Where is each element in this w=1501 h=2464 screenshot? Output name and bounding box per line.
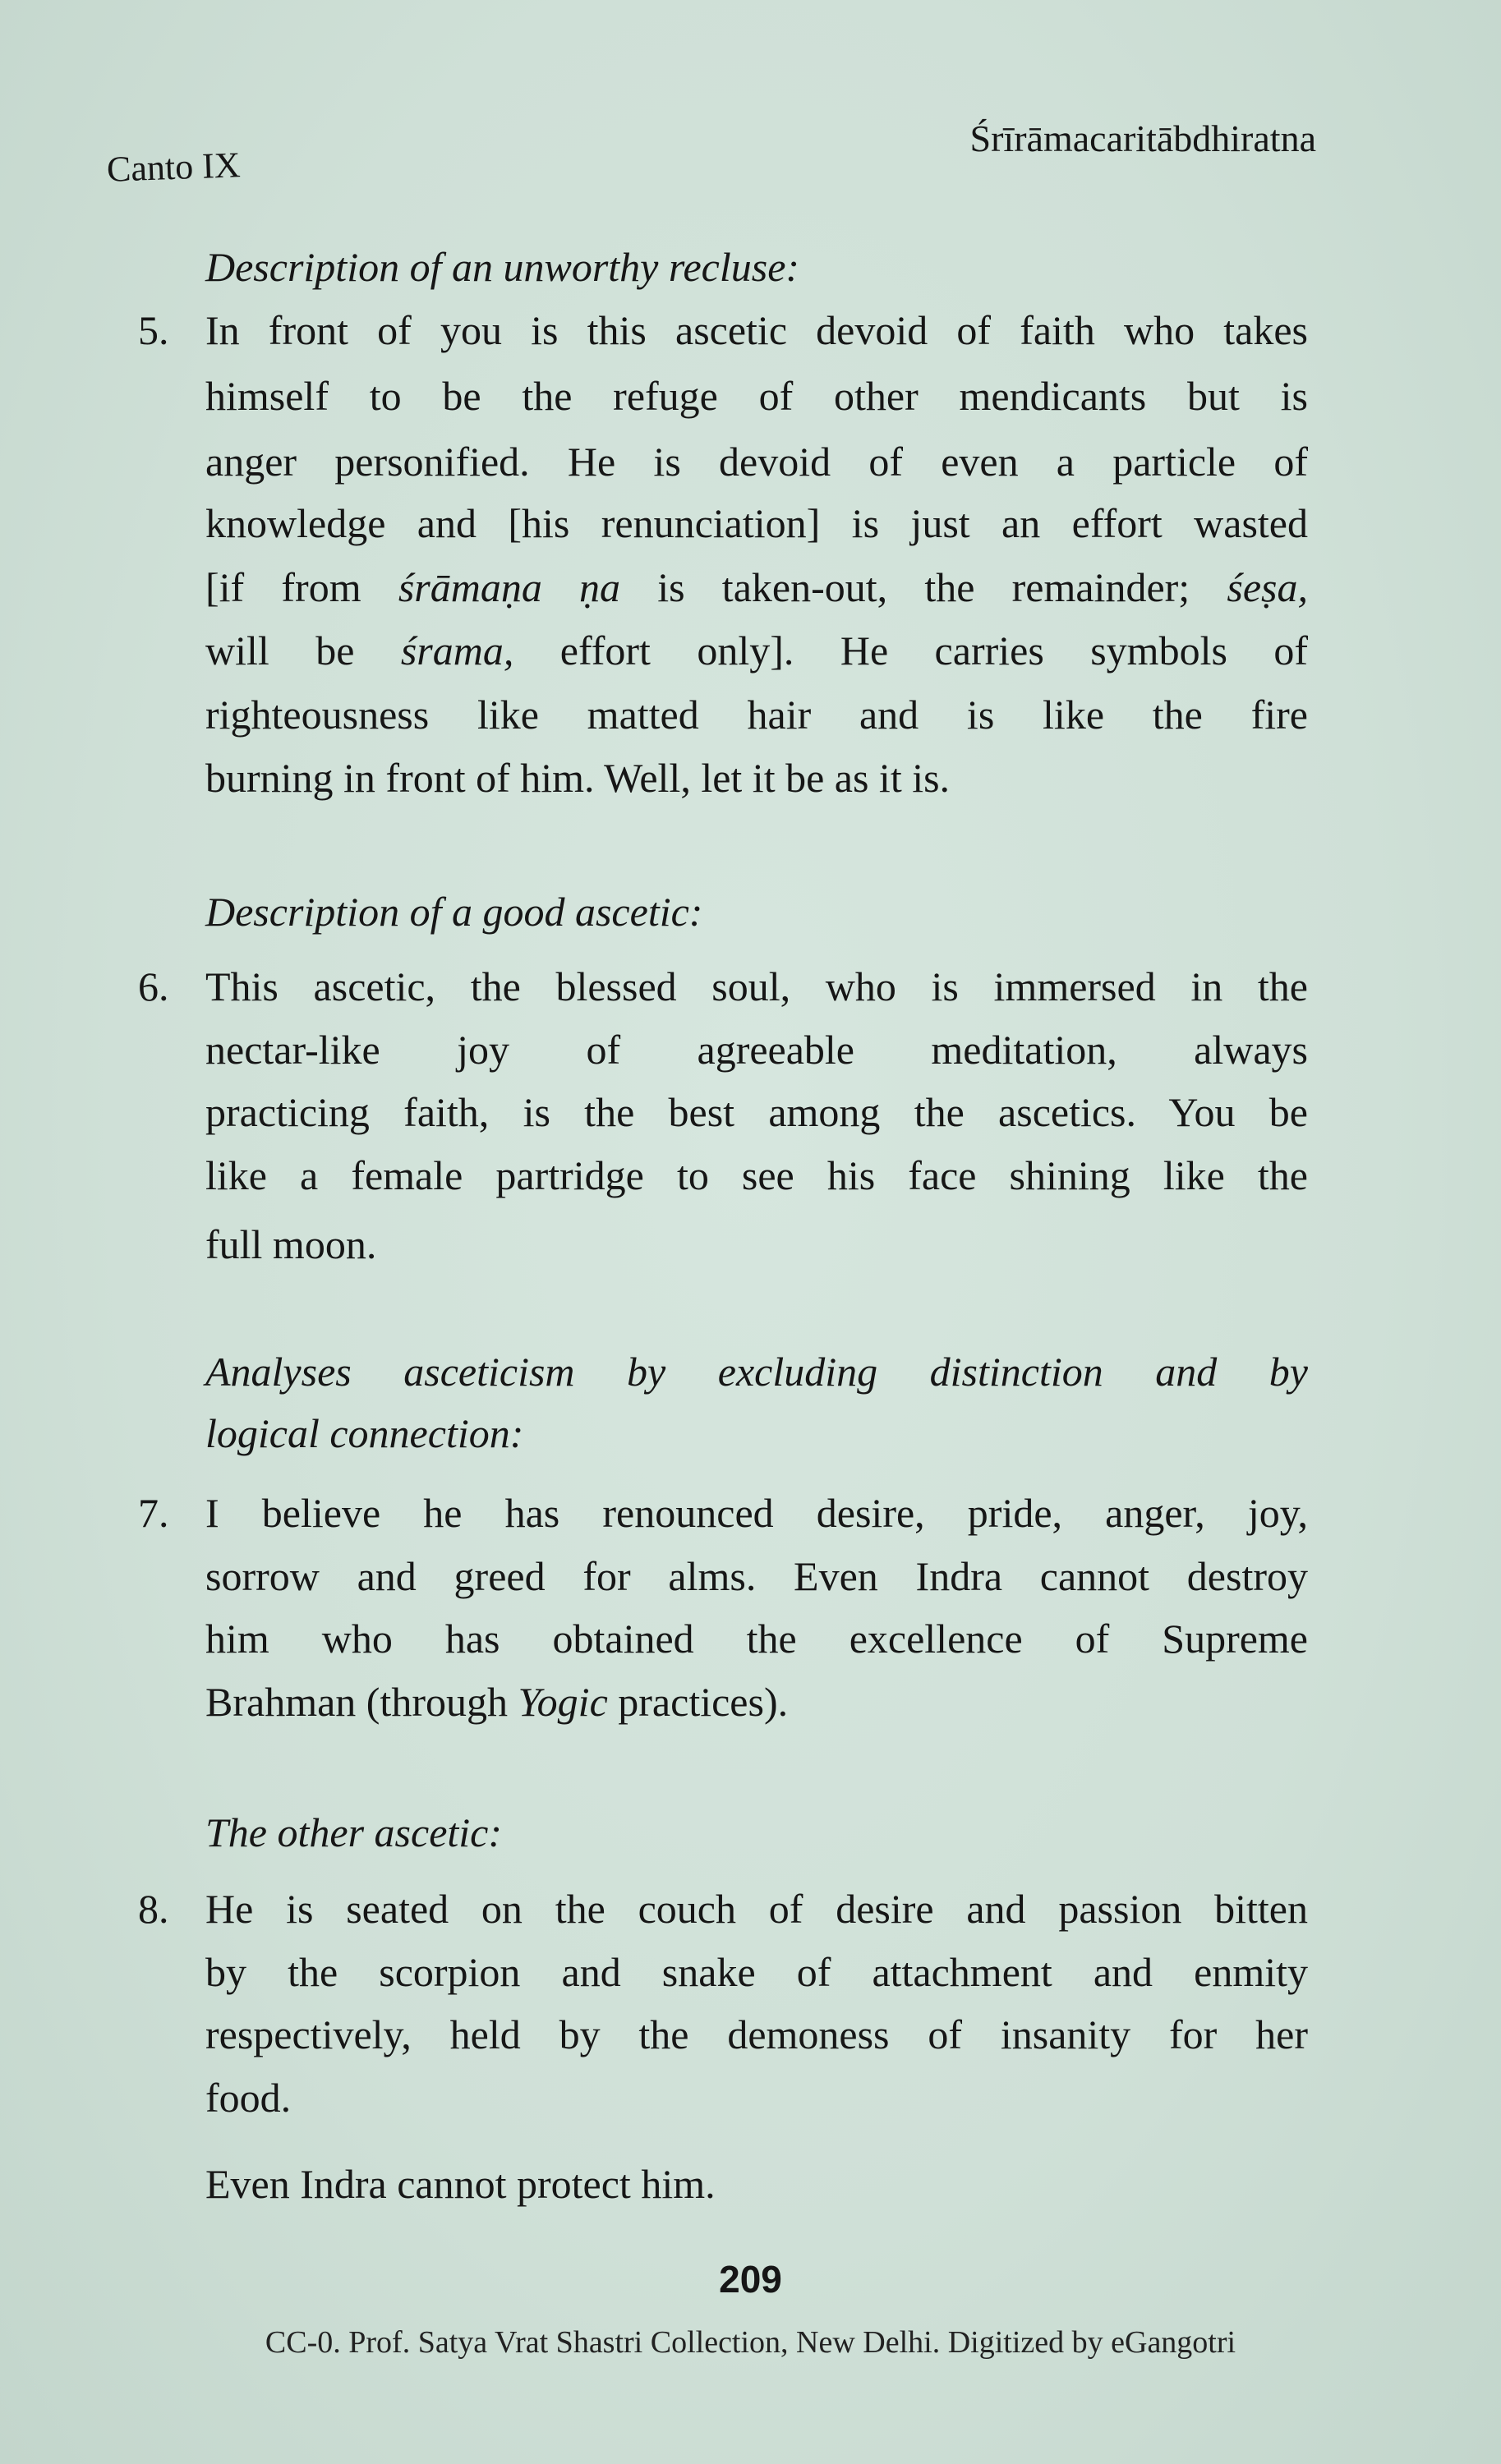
- text-run: I believe he has renounced desire, pride, anger, joy,: [205, 1490, 1308, 1536]
- verse-line: [205, 1884, 1308, 1933]
- verse-line: [205, 2010, 1308, 2059]
- italic-term: śrama,: [400, 627, 514, 673]
- verse-line: [205, 1947, 1308, 1997]
- section-heading: logical connection:: [205, 1410, 524, 1456]
- text-run: food.: [205, 2075, 292, 2121]
- verse-line: [205, 499, 1308, 548]
- section-heading: Description of an unworthy recluse:: [205, 244, 800, 290]
- text-run: knowledge and [his renunciation] is just an effort wasted: [205, 500, 1308, 546]
- verse-number: 5.: [138, 307, 169, 353]
- text-run: respectively, held by the demoness of insanity for her: [205, 2011, 1308, 2057]
- verse-line: [205, 962, 1308, 1011]
- running-head-book-title: Śrīrāmacaritābdhiratna: [969, 117, 1316, 159]
- running-head-canto: Canto IX: [106, 145, 242, 190]
- text-run: full moon.: [205, 1221, 377, 1267]
- verse-line: [205, 1551, 1308, 1601]
- text-run: burning in front of him. Well, let it be as it is.: [205, 755, 951, 801]
- verse-line: [205, 1488, 1308, 1538]
- text-run: is taken-out, the remainder;: [620, 564, 1227, 610]
- section-heading: Description of a good ascetic:: [205, 889, 703, 935]
- verse-number: 7.: [138, 1490, 169, 1536]
- verse-line: [205, 690, 1308, 739]
- text-run: [if from: [205, 564, 398, 610]
- verse-line: [205, 1025, 1308, 1074]
- italic-term: śeṣa,: [1227, 564, 1308, 610]
- italic-term: Yogic: [518, 1679, 608, 1725]
- verse-line: [205, 1151, 1308, 1200]
- text-run: practices).: [607, 1679, 789, 1725]
- text-run: him who has obtained the excellence of Supreme: [205, 1616, 1308, 1662]
- text-run: righteousness like matted hair and is like the fire: [205, 692, 1308, 738]
- footer-credit: CC-0. Prof. Satya Vrat Shastri Collection, New Delhi. Digitized by eGangotri: [265, 2325, 1236, 2360]
- text-run: will be: [205, 627, 401, 673]
- section-heading: Analyses asceticism by excluding distinction and by: [205, 1349, 1308, 1395]
- text-run: by the scorpion and snake of attachment and enmity: [205, 1949, 1308, 1995]
- verse-line: [205, 306, 1308, 355]
- text-run: anger personified. He is devoid of even a particle of: [205, 439, 1308, 485]
- text-run: practicing faith, is the best among the ascetics. You be: [205, 1089, 1308, 1135]
- text-run: Brahman (through: [205, 1679, 518, 1725]
- verse-line: [205, 437, 1308, 486]
- text-run: like a female partridge to see his face shining like the: [205, 1152, 1308, 1198]
- verse-number: 8.: [138, 1886, 169, 1932]
- text-run: himself to be the refuge of other mendicants but is: [205, 373, 1308, 419]
- italic-term: śrāmaṇa ṇa: [398, 564, 621, 610]
- text-run: He is seated on the couch of desire and passion bitten: [205, 1886, 1308, 1932]
- page-number: 209: [719, 2258, 782, 2301]
- text-run: sorrow and greed for alms. Even Indra cannot destroy: [205, 1553, 1308, 1599]
- verse-line: [205, 626, 1308, 675]
- text-run: nectar-like joy of agreeable meditation, always: [205, 1027, 1308, 1073]
- text-run: effort only]. He carries symbols of: [513, 627, 1308, 673]
- verse-line: [205, 2073, 1308, 2122]
- verse-line: [205, 753, 1308, 802]
- verse-line: [205, 1220, 1308, 1269]
- verse-number: 6.: [138, 963, 169, 1009]
- section-heading: The other ascetic:: [205, 1809, 503, 1855]
- closing-line: Even Indra cannot protect him.: [205, 2161, 716, 2207]
- verse-line: [205, 371, 1308, 421]
- text-run: This ascetic, the blessed soul, who is immersed in the: [205, 963, 1308, 1009]
- text-run: In front of you is this ascetic devoid of faith who takes: [205, 307, 1308, 353]
- verse-line: [205, 563, 1308, 612]
- verse-line: [205, 1087, 1308, 1137]
- verse-line: [205, 1614, 1308, 1663]
- verse-line: [205, 1677, 1308, 1726]
